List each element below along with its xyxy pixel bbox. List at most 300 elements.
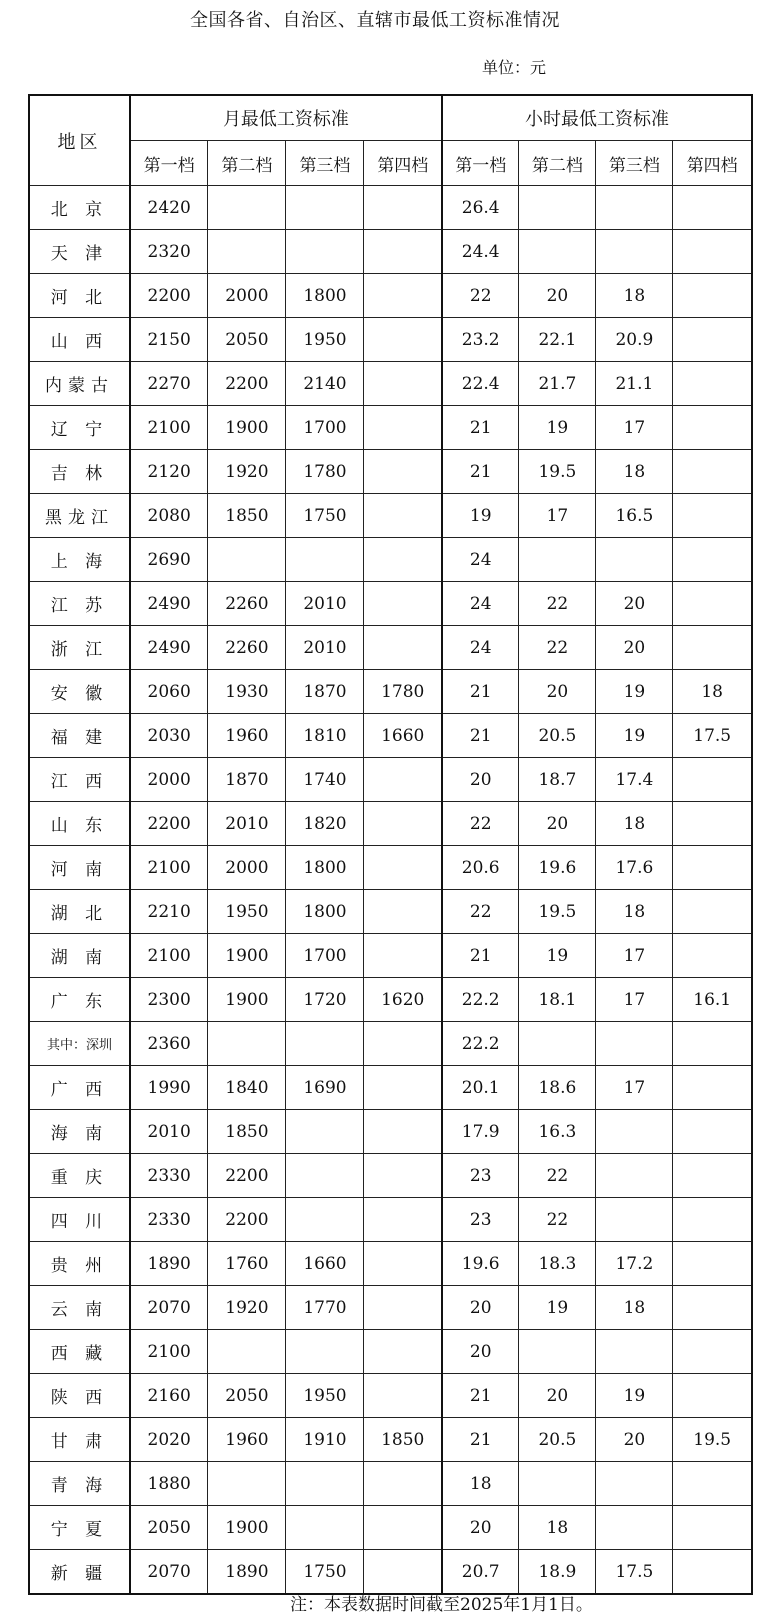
hourly-tier-2-cell: [519, 538, 596, 582]
monthly-tier-1-cell: 2120: [130, 450, 208, 494]
hourly-tier-3-cell: [596, 1022, 673, 1066]
monthly-tier-4-cell: [364, 450, 442, 494]
monthly-tier-2-cell: [208, 230, 286, 274]
monthly-tier-2-cell: 2050: [208, 1374, 286, 1418]
hourly-tier-4-cell: [673, 538, 752, 582]
hourly-tier-3-cell: 17.6: [596, 846, 673, 890]
hourly-tier-1-cell: 19: [442, 494, 519, 538]
hourly-tier-2-cell: [519, 230, 596, 274]
hourly-tier-4-cell: [673, 626, 752, 670]
hourly-tier-4-cell: [673, 1286, 752, 1330]
monthly-tier-3-cell: [286, 1198, 364, 1242]
monthly-tier-1-cell: 2300: [130, 978, 208, 1022]
monthly-tier-4-cell: [364, 1374, 442, 1418]
monthly-tier-1-cell: 2070: [130, 1550, 208, 1595]
hourly-tier-4-cell: [673, 1374, 752, 1418]
hourly-tier-4-cell: 18: [673, 670, 752, 714]
monthly-tier-2-cell: 1760: [208, 1242, 286, 1286]
hourly-tier-2-cell: [519, 186, 596, 230]
hourly-tier-3-cell: 20: [596, 626, 673, 670]
table-row: [29, 186, 752, 230]
hourly-tier-1-cell: 21: [442, 450, 519, 494]
monthly-tier-1-cell: 2160: [130, 1374, 208, 1418]
monthly-tier-1-cell: 2690: [130, 538, 208, 582]
monthly-tier-3-cell: 1950: [286, 318, 364, 362]
header-row-groups: [29, 95, 752, 141]
region-cell: 青 海: [29, 1462, 130, 1506]
monthly-tier-4-cell: [364, 230, 442, 274]
monthly-tier-3-cell: [286, 1330, 364, 1374]
unit-label: 单位：元: [482, 58, 547, 77]
monthly-tier-4-cell: [364, 1550, 442, 1595]
hourly-tier-1-cell: 24: [442, 538, 519, 582]
monthly-tier-4-cell: [364, 186, 442, 230]
monthly-tier-2-cell: 1950: [208, 890, 286, 934]
hourly-tier-4-cell: [673, 406, 752, 450]
region-cell: 内蒙古: [29, 362, 130, 406]
region-header: 地区: [29, 95, 130, 186]
monthly-tier-3-cell: [286, 538, 364, 582]
monthly-tier-4-cell: [364, 626, 442, 670]
monthly-tier-2-cell: 1870: [208, 758, 286, 802]
monthly-tier-1-cell: 2020: [130, 1418, 208, 1462]
table-row: [29, 670, 752, 714]
hourly-tier-4-cell: [673, 1242, 752, 1286]
hourly-tier-2-cell: [519, 1022, 596, 1066]
region-cell: 山 西: [29, 318, 130, 362]
table-row: [29, 230, 752, 274]
footnote: 注：本表数据时间截至2025年1月1日。: [290, 1595, 593, 1615]
hourly-tier-4-cell: [673, 758, 752, 802]
monthly-tier-1-cell: 2360: [130, 1022, 208, 1066]
monthly-tier-3-cell: 1720: [286, 978, 364, 1022]
monthly-tier-1-cell: 2490: [130, 626, 208, 670]
monthly-tier-1-cell: 2010: [130, 1110, 208, 1154]
monthly-tier-1-cell: 2420: [130, 186, 208, 230]
monthly-tier-3-cell: [286, 230, 364, 274]
table-row: [29, 846, 752, 890]
region-cell: 江 西: [29, 758, 130, 802]
hourly-tier-4-cell: [673, 1198, 752, 1242]
minimum-wage-table: [28, 94, 753, 1595]
monthly-tier-3-cell: 1750: [286, 1550, 364, 1595]
table-row: [29, 274, 752, 318]
hourly-tier-3-cell: 17.5: [596, 1550, 673, 1595]
hourly-tier-4-cell: [673, 582, 752, 626]
table-row: [29, 714, 752, 758]
monthly-tier-1-cell: 2100: [130, 934, 208, 978]
hourly-tier-2-cell: 17: [519, 494, 596, 538]
hourly-tier-2-cell: 20: [519, 802, 596, 846]
monthly-tier-3-cell: 1800: [286, 846, 364, 890]
hourly-tier-4-cell: [673, 450, 752, 494]
monthly-tier-2-cell: 1920: [208, 450, 286, 494]
hourly-tier-3-cell: [596, 1462, 673, 1506]
hourly-tier-4-cell: [673, 362, 752, 406]
monthly-tier-1-cell: 2100: [130, 406, 208, 450]
monthly-tier-3-cell: [286, 1154, 364, 1198]
monthly-tier-4-cell: [364, 1462, 442, 1506]
hourly-tier-2-cell: 19.5: [519, 450, 596, 494]
hourly-tier-4-cell: [673, 846, 752, 890]
hourly-tier-2-cell: 18.6: [519, 1066, 596, 1110]
monthly-tier-3-cell: 1870: [286, 670, 364, 714]
hourly-tier-3-cell: [596, 1198, 673, 1242]
monthly-tier-3-cell: 1740: [286, 758, 364, 802]
monthly-tier-3-cell: 1690: [286, 1066, 364, 1110]
monthly-tier-4-cell: [364, 1154, 442, 1198]
monthly-tier-2-cell: 1850: [208, 494, 286, 538]
hourly-tier-4-cell: [673, 934, 752, 978]
monthly-header: 月最低工资标准: [130, 95, 442, 141]
monthly-tier-2-cell: [208, 1022, 286, 1066]
hourly-tier-3-header: 第三档: [596, 141, 673, 186]
monthly-tier-1-cell: 2030: [130, 714, 208, 758]
monthly-tier-1-cell: 2320: [130, 230, 208, 274]
region-cell: 宁 夏: [29, 1506, 130, 1550]
region-cell: 黑龙江: [29, 494, 130, 538]
monthly-tier-2-cell: 2260: [208, 582, 286, 626]
monthly-tier-3-cell: 1910: [286, 1418, 364, 1462]
monthly-tier-2-cell: 2260: [208, 626, 286, 670]
monthly-tier-4-cell: [364, 758, 442, 802]
hourly-tier-3-cell: [596, 1506, 673, 1550]
region-cell: 云 南: [29, 1286, 130, 1330]
table-row: [29, 1506, 752, 1550]
table-row: [29, 758, 752, 802]
hourly-tier-4-cell: [673, 1462, 752, 1506]
hourly-tier-1-cell: 20: [442, 1506, 519, 1550]
hourly-tier-3-cell: 18: [596, 450, 673, 494]
region-cell: 其中：深圳: [29, 1022, 130, 1066]
monthly-tier-3-cell: 1770: [286, 1286, 364, 1330]
monthly-tier-2-cell: 1930: [208, 670, 286, 714]
monthly-tier-1-cell: 2070: [130, 1286, 208, 1330]
hourly-tier-4-cell: [673, 230, 752, 274]
hourly-tier-1-cell: 20: [442, 1286, 519, 1330]
hourly-tier-2-cell: 20.5: [519, 1418, 596, 1462]
monthly-tier-3-cell: [286, 186, 364, 230]
hourly-tier-3-cell: 19: [596, 1374, 673, 1418]
hourly-tier-1-cell: 22.4: [442, 362, 519, 406]
monthly-tier-2-cell: 2200: [208, 362, 286, 406]
monthly-tier-1-cell: 2490: [130, 582, 208, 626]
hourly-tier-3-cell: [596, 1154, 673, 1198]
monthly-tier-3-cell: [286, 1506, 364, 1550]
hourly-tier-4-cell: [673, 1022, 752, 1066]
monthly-tier-1-cell: 2100: [130, 1330, 208, 1374]
hourly-tier-1-cell: 20: [442, 758, 519, 802]
hourly-tier-1-cell: 22: [442, 802, 519, 846]
monthly-tier-1-cell: 2200: [130, 802, 208, 846]
hourly-tier-2-cell: [519, 1462, 596, 1506]
hourly-tier-1-cell: 17.9: [442, 1110, 519, 1154]
hourly-tier-3-cell: 17: [596, 978, 673, 1022]
hourly-tier-1-cell: 23: [442, 1198, 519, 1242]
hourly-tier-4-cell: [673, 494, 752, 538]
hourly-tier-1-cell: 21: [442, 670, 519, 714]
monthly-tier-1-header: 第一档: [130, 141, 208, 186]
monthly-tier-2-cell: [208, 1462, 286, 1506]
monthly-tier-4-cell: [364, 494, 442, 538]
hourly-tier-3-cell: 17.2: [596, 1242, 673, 1286]
table-row: [29, 1462, 752, 1506]
monthly-tier-3-cell: 2010: [286, 582, 364, 626]
monthly-tier-1-cell: 2000: [130, 758, 208, 802]
monthly-tier-2-cell: 2000: [208, 274, 286, 318]
monthly-tier-1-cell: 2050: [130, 1506, 208, 1550]
monthly-tier-2-cell: 1900: [208, 1506, 286, 1550]
monthly-tier-2-cell: 1900: [208, 934, 286, 978]
monthly-tier-3-cell: [286, 1462, 364, 1506]
hourly-tier-1-cell: 22: [442, 890, 519, 934]
monthly-tier-2-cell: [208, 186, 286, 230]
hourly-tier-4-cell: 19.5: [673, 1418, 752, 1462]
region-cell: 广 东: [29, 978, 130, 1022]
hourly-tier-2-cell: 20: [519, 1374, 596, 1418]
hourly-tier-2-cell: 18.9: [519, 1550, 596, 1595]
monthly-tier-4-cell: [364, 1330, 442, 1374]
monthly-tier-3-cell: 1810: [286, 714, 364, 758]
table-row: [29, 406, 752, 450]
hourly-tier-2-cell: 19: [519, 406, 596, 450]
monthly-tier-1-cell: 2100: [130, 846, 208, 890]
monthly-tier-1-cell: 2210: [130, 890, 208, 934]
table-row: [29, 1066, 752, 1110]
monthly-tier-2-cell: 2010: [208, 802, 286, 846]
monthly-tier-2-cell: 1920: [208, 1286, 286, 1330]
monthly-tier-3-cell: 1800: [286, 890, 364, 934]
hourly-tier-2-cell: 18.7: [519, 758, 596, 802]
hourly-tier-2-cell: 22: [519, 1198, 596, 1242]
monthly-tier-4-cell: 1620: [364, 978, 442, 1022]
hourly-tier-1-cell: 20.7: [442, 1550, 519, 1595]
hourly-tier-4-cell: [673, 1506, 752, 1550]
hourly-tier-2-cell: 19: [519, 1286, 596, 1330]
hourly-tier-1-cell: 22.2: [442, 1022, 519, 1066]
hourly-tier-2-cell: 20: [519, 670, 596, 714]
monthly-tier-3-cell: 1780: [286, 450, 364, 494]
region-cell: 天 津: [29, 230, 130, 274]
monthly-tier-4-cell: [364, 846, 442, 890]
table-row: [29, 934, 752, 978]
monthly-tier-3-cell: 1700: [286, 934, 364, 978]
region-cell: 甘 肃: [29, 1418, 130, 1462]
hourly-tier-3-cell: 18: [596, 890, 673, 934]
monthly-tier-3-cell: 1750: [286, 494, 364, 538]
region-cell: 山 东: [29, 802, 130, 846]
region-cell: 福 建: [29, 714, 130, 758]
monthly-tier-3-cell: [286, 1022, 364, 1066]
monthly-tier-4-cell: [364, 1198, 442, 1242]
monthly-tier-4-cell: [364, 934, 442, 978]
monthly-tier-3-cell: 1700: [286, 406, 364, 450]
page-title: 全国各省、自治区、直辖市最低工资标准情况: [190, 10, 560, 31]
monthly-tier-4-cell: [364, 362, 442, 406]
monthly-tier-2-cell: 2200: [208, 1154, 286, 1198]
table-row: [29, 626, 752, 670]
table-row: [29, 1330, 752, 1374]
monthly-tier-1-cell: 2150: [130, 318, 208, 362]
monthly-tier-1-cell: 2270: [130, 362, 208, 406]
monthly-tier-2-cell: 1900: [208, 406, 286, 450]
hourly-tier-1-cell: 20.1: [442, 1066, 519, 1110]
monthly-tier-2-cell: 1840: [208, 1066, 286, 1110]
table-row: [29, 1374, 752, 1418]
hourly-tier-3-cell: 17: [596, 406, 673, 450]
region-cell: 河 北: [29, 274, 130, 318]
region-cell: 陕 西: [29, 1374, 130, 1418]
region-cell: 湖 南: [29, 934, 130, 978]
region-cell: 新 疆: [29, 1550, 130, 1595]
monthly-tier-2-cell: [208, 538, 286, 582]
hourly-tier-4-cell: [673, 186, 752, 230]
region-cell: 湖 北: [29, 890, 130, 934]
hourly-tier-3-cell: 17: [596, 934, 673, 978]
hourly-tier-3-cell: 19: [596, 714, 673, 758]
hourly-tier-4-cell: [673, 802, 752, 846]
table-row: [29, 1242, 752, 1286]
hourly-tier-3-cell: 20.9: [596, 318, 673, 362]
hourly-tier-2-cell: 16.3: [519, 1110, 596, 1154]
region-cell: 江 苏: [29, 582, 130, 626]
hourly-tier-4-cell: [673, 1110, 752, 1154]
table-row: [29, 1550, 752, 1595]
table-row: [29, 1418, 752, 1462]
monthly-tier-4-cell: 1660: [364, 714, 442, 758]
monthly-tier-2-cell: [208, 1330, 286, 1374]
monthly-tier-3-cell: [286, 1110, 364, 1154]
monthly-tier-3-cell: 1660: [286, 1242, 364, 1286]
monthly-tier-4-cell: [364, 538, 442, 582]
hourly-tier-3-cell: 20: [596, 1418, 673, 1462]
hourly-tier-2-cell: 18.3: [519, 1242, 596, 1286]
monthly-tier-1-cell: 1880: [130, 1462, 208, 1506]
monthly-tier-1-cell: 2200: [130, 274, 208, 318]
hourly-tier-2-cell: 20: [519, 274, 596, 318]
hourly-tier-1-cell: 24.4: [442, 230, 519, 274]
region-cell: 北 京: [29, 186, 130, 230]
hourly-tier-3-cell: 17.4: [596, 758, 673, 802]
hourly-tier-4-cell: [673, 274, 752, 318]
monthly-tier-4-cell: 1780: [364, 670, 442, 714]
region-cell: 河 南: [29, 846, 130, 890]
hourly-tier-3-cell: [596, 1110, 673, 1154]
hourly-tier-4-cell: [673, 1550, 752, 1595]
monthly-tier-3-cell: 2140: [286, 362, 364, 406]
hourly-tier-4-header: 第四档: [673, 141, 752, 186]
monthly-tier-3-cell: 1800: [286, 274, 364, 318]
hourly-tier-4-cell: [673, 1066, 752, 1110]
table-row: [29, 1154, 752, 1198]
hourly-tier-1-cell: 20: [442, 1330, 519, 1374]
hourly-tier-2-cell: 18.1: [519, 978, 596, 1022]
hourly-tier-1-cell: 22: [442, 274, 519, 318]
hourly-tier-2-cell: 19.6: [519, 846, 596, 890]
hourly-tier-1-cell: 26.4: [442, 186, 519, 230]
monthly-tier-3-cell: 1820: [286, 802, 364, 846]
table-body: [29, 186, 752, 1595]
hourly-tier-1-cell: 20.6: [442, 846, 519, 890]
monthly-tier-4-cell: [364, 890, 442, 934]
table-row: [29, 582, 752, 626]
region-cell: 海 南: [29, 1110, 130, 1154]
hourly-tier-1-cell: 21: [442, 1374, 519, 1418]
monthly-tier-3-cell: 2010: [286, 626, 364, 670]
hourly-tier-3-cell: [596, 1330, 673, 1374]
table-row: [29, 890, 752, 934]
region-cell: 四 川: [29, 1198, 130, 1242]
table-row: [29, 318, 752, 362]
monthly-tier-2-cell: 1850: [208, 1110, 286, 1154]
monthly-tier-1-cell: 2060: [130, 670, 208, 714]
table-row: [29, 1110, 752, 1154]
monthly-tier-4-header: 第四档: [364, 141, 442, 186]
hourly-tier-3-cell: 18: [596, 274, 673, 318]
hourly-tier-1-cell: 24: [442, 626, 519, 670]
hourly-tier-2-cell: 22: [519, 582, 596, 626]
hourly-tier-2-header: 第二档: [519, 141, 596, 186]
monthly-tier-4-cell: [364, 318, 442, 362]
header-row-tiers: [29, 141, 752, 186]
monthly-tier-2-cell: 1900: [208, 978, 286, 1022]
monthly-tier-4-cell: [364, 1110, 442, 1154]
hourly-tier-1-header: 第一档: [442, 141, 519, 186]
monthly-tier-1-cell: 2330: [130, 1198, 208, 1242]
table-row: [29, 802, 752, 846]
table-row: [29, 362, 752, 406]
region-cell: 辽 宁: [29, 406, 130, 450]
hourly-tier-3-cell: 20: [596, 582, 673, 626]
hourly-tier-2-cell: 18: [519, 1506, 596, 1550]
hourly-header: 小时最低工资标准: [442, 95, 752, 141]
monthly-tier-1-cell: 1890: [130, 1242, 208, 1286]
hourly-tier-2-cell: 19.5: [519, 890, 596, 934]
table-row: [29, 1286, 752, 1330]
region-cell: 安 徽: [29, 670, 130, 714]
monthly-tier-4-cell: [364, 406, 442, 450]
monthly-tier-3-cell: 1950: [286, 1374, 364, 1418]
monthly-tier-2-header: 第二档: [208, 141, 286, 186]
hourly-tier-4-cell: [673, 1154, 752, 1198]
region-cell: 贵 州: [29, 1242, 130, 1286]
monthly-tier-1-cell: 1990: [130, 1066, 208, 1110]
monthly-tier-4-cell: [364, 1242, 442, 1286]
hourly-tier-4-cell: [673, 318, 752, 362]
hourly-tier-3-cell: 21.1: [596, 362, 673, 406]
hourly-tier-3-cell: 19: [596, 670, 673, 714]
hourly-tier-4-cell: [673, 1330, 752, 1374]
hourly-tier-3-cell: 18: [596, 1286, 673, 1330]
hourly-tier-1-cell: 21: [442, 406, 519, 450]
monthly-tier-1-cell: 2080: [130, 494, 208, 538]
monthly-tier-4-cell: [364, 1066, 442, 1110]
table-row: [29, 494, 752, 538]
hourly-tier-1-cell: 19.6: [442, 1242, 519, 1286]
monthly-tier-1-cell: 2330: [130, 1154, 208, 1198]
region-cell: 浙 江: [29, 626, 130, 670]
monthly-tier-3-header: 第三档: [286, 141, 364, 186]
hourly-tier-1-cell: 23: [442, 1154, 519, 1198]
hourly-tier-1-cell: 22.2: [442, 978, 519, 1022]
hourly-tier-3-cell: [596, 230, 673, 274]
hourly-tier-4-cell: [673, 890, 752, 934]
hourly-tier-2-cell: 19: [519, 934, 596, 978]
hourly-tier-3-cell: 17: [596, 1066, 673, 1110]
monthly-tier-4-cell: [364, 1022, 442, 1066]
monthly-tier-2-cell: 2050: [208, 318, 286, 362]
monthly-tier-2-cell: 2000: [208, 846, 286, 890]
